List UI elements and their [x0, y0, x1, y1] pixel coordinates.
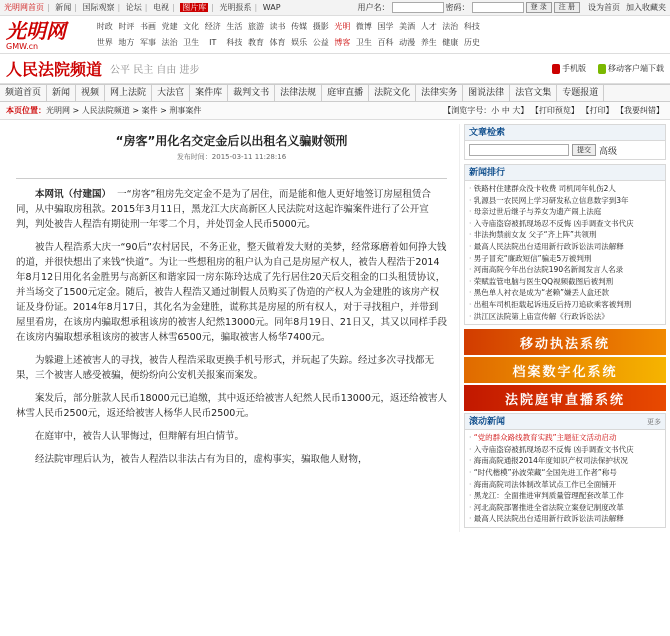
- rolling-news-item[interactable]: · “党的群众路线教育实践”主题征文活动启动: [469, 432, 661, 444]
- menu-item[interactable]: 频道首页: [0, 85, 47, 101]
- article-title: “房客”用化名交定金后以出租名义骗财领刑: [115, 134, 348, 148]
- menu-item[interactable]: 庭审直播: [322, 85, 369, 101]
- banner-archive-digitization[interactable]: 档案数字化系统: [464, 357, 666, 383]
- top-bar: [0, 0, 670, 16]
- site-logo[interactable]: [0, 16, 90, 53]
- nav-item[interactable]: 时评: [118, 22, 135, 31]
- nav-item[interactable]: 教育: [247, 38, 264, 47]
- rolling-news-item[interactable]: · 河北高院部署推进全省法院立案登记制度改革: [469, 502, 661, 514]
- menu-item[interactable]: 专题报道: [557, 85, 604, 101]
- register-button[interactable]: 注 册: [554, 2, 580, 13]
- nav-item[interactable]: 摄影: [312, 22, 329, 31]
- nav-item[interactable]: 卫生: [355, 38, 372, 47]
- nav-item[interactable]: 文化: [183, 22, 200, 31]
- news-rank-item[interactable]: · 河南高院今年出台法院190名新闻发言人名录: [469, 264, 661, 276]
- nav-item[interactable]: 娱乐: [291, 38, 308, 47]
- mobile-link[interactable]: 手机版: [552, 63, 586, 74]
- android-icon: [598, 64, 606, 74]
- nav-item[interactable]: 百科: [377, 38, 394, 47]
- article-paragraph: 为躲避上述被害人的寻找，被告人程浩采取更换手机号形式，并玩起了失踪。经过多次寻找都无果，三个被害人感受被骗，便纷纷向公安机关报案而案发。: [16, 355, 435, 381]
- news-rank-item[interactable]: · 荣赋监管电脑与医生QQ视频截图后被判刑: [469, 276, 661, 288]
- menu-item[interactable]: 网上法院: [105, 85, 152, 101]
- nav-item[interactable]: 光明: [334, 22, 351, 31]
- site-header: [0, 16, 670, 54]
- username-input[interactable]: [392, 2, 444, 13]
- set-home-link[interactable]: 设为首页: [588, 3, 620, 12]
- advanced-search-link[interactable]: 高级: [599, 146, 618, 157]
- rolling-news-title: 滚动新闻: [469, 417, 506, 428]
- nav-item[interactable]: 经济: [204, 22, 221, 31]
- breadcrumb[interactable]: 光明网 > 人民法院频道 > 案件 > 刑事案件: [46, 106, 202, 115]
- article-tools[interactable]: 【浏览字号：小 中 大】 【打印预览】 【打印】 【我要纠错】: [443, 106, 664, 115]
- menu-item[interactable]: 裁判文书: [228, 85, 275, 101]
- article-paragraph: 经法院审理后认为，被告人程浩以非法占有为目的，虚构事实，骗取他人财物，: [35, 454, 368, 465]
- site-nav: [90, 16, 670, 53]
- news-rank-item[interactable]: · 乳源县一农民网上学习研发私立信息数字到3年: [469, 195, 661, 207]
- article-time: 发布时间：2015-03-11 11:28:16: [16, 152, 447, 179]
- top-link-intl[interactable]: 国际观察: [82, 3, 115, 12]
- nav-item[interactable]: 世界: [96, 38, 113, 47]
- top-link-papers[interactable]: 光明报系: [219, 3, 252, 12]
- logo-sub: GMW.cn: [6, 42, 39, 51]
- banner-mobile-enforcement[interactable]: 移动执法系统: [464, 329, 666, 355]
- nav-item[interactable]: 健康: [442, 38, 459, 47]
- nav-item[interactable]: 国学: [377, 22, 394, 31]
- main-content: [0, 120, 670, 532]
- rolling-more-link[interactable]: 更多: [647, 418, 661, 427]
- news-rank-item[interactable]: · 铁路村住建群众没卡收费 司机同年轧伤2人: [469, 183, 661, 195]
- channel-bar: [0, 54, 670, 84]
- nav-item[interactable]: 养生: [420, 38, 437, 47]
- top-links: 光明网首页 | 新闻 | 国际观察 | 论坛 | 电视 | 图片库 | 光明报系 | WAP: [4, 3, 281, 12]
- banner-court-broadcast[interactable]: 法院庭审直播系统: [464, 385, 666, 411]
- nav-item[interactable]: 军事: [139, 38, 156, 47]
- nav-row-2: [94, 35, 670, 51]
- sidebar: [460, 124, 666, 532]
- menu-item[interactable]: 大法官: [152, 85, 190, 101]
- login-button[interactable]: 登 录: [526, 2, 552, 13]
- phone-icon: [552, 64, 560, 74]
- nav-item[interactable]: 动漫: [399, 38, 416, 47]
- channel-title[interactable]: 人民法院频道: [6, 60, 103, 79]
- rolling-news-item[interactable]: · “时代楷模”孙波荣藏“全国先进工作者”称号: [469, 467, 661, 479]
- nav-item[interactable]: 微博: [355, 22, 372, 31]
- location-bar: [0, 102, 670, 120]
- menu-item[interactable]: 法律法规: [275, 85, 322, 101]
- top-link-news[interactable]: 新闻: [55, 3, 72, 12]
- search-submit-button[interactable]: 提交: [572, 144, 596, 156]
- menu-item[interactable]: 图说法律: [463, 85, 510, 101]
- login-area: [358, 2, 666, 13]
- nav-item[interactable]: 博客: [334, 38, 351, 47]
- rolling-news-item[interactable]: · 黑龙江：全面推进审判质量管理配套改革工作: [469, 490, 661, 502]
- nav-item[interactable]: 党建: [161, 22, 178, 31]
- nav-item[interactable]: 体育: [269, 38, 286, 47]
- news-rank-item[interactable]: · 最高人民法院出台适用新行政诉讼法司法解释: [469, 241, 661, 253]
- password-label: 密码：: [445, 3, 470, 12]
- nav-item[interactable]: 人才: [420, 22, 437, 31]
- nav-item[interactable]: 读书: [269, 22, 286, 31]
- rolling-news-item[interactable]: · 最高人民法院出台适用新行政诉讼法司法解释: [469, 513, 661, 525]
- news-rank-item[interactable]: · 黑色单人衬衣是成为“老赖”嫌丢人盒还款: [469, 287, 661, 299]
- news-rank-list: [465, 181, 665, 324]
- nav-item[interactable]: 科技: [463, 22, 480, 31]
- news-rank-box: [464, 164, 666, 325]
- password-input[interactable]: [472, 2, 524, 13]
- top-link-wap[interactable]: WAP: [262, 3, 281, 12]
- top-link-photo[interactable]: 图片库: [182, 3, 207, 12]
- nav-item[interactable]: 时政: [96, 22, 113, 31]
- article: [4, 124, 460, 532]
- nav-item[interactable]: 美酒: [399, 22, 416, 31]
- menu-item[interactable]: 视频: [76, 85, 105, 101]
- article-paragraph: 案发后，部分脏款人民币18000元已追缴，其中返还给被害人纪然人民币13000元，返还给被害人林雪人民币2500元，返还给被害人杨华人民币2500元。: [16, 393, 447, 419]
- menu-item[interactable]: 法院文化: [369, 85, 416, 101]
- rolling-news-list: [465, 430, 665, 527]
- news-rank-item[interactable]: · 男子冒充“廉政短信”骗走5万被判刑: [469, 253, 661, 265]
- username-label: 用户名：: [357, 3, 390, 12]
- nav-item[interactable]: 卫生: [183, 38, 200, 47]
- nav-item[interactable]: 书画: [139, 22, 156, 31]
- rolling-news-item[interactable]: · 入寺庙盗窃被抓现场忍不反悔 凶手调查文书代庆: [469, 444, 661, 456]
- menu-item[interactable]: 法官文集: [510, 85, 557, 101]
- nav-item[interactable]: 法治: [161, 38, 178, 47]
- nav-item[interactable]: IT: [209, 38, 217, 47]
- nav-item[interactable]: 传媒: [291, 22, 308, 31]
- rolling-news-box: [464, 413, 666, 528]
- news-rank-item[interactable]: · 入寺庙盗窃被抓现场忍不反悔 凶手调查文书代庆: [469, 218, 661, 230]
- nav-row-1: [94, 19, 670, 35]
- news-rank-title: 新闻排行: [465, 165, 665, 181]
- channel-slogan: 公平 民主 自由 进步: [110, 65, 200, 76]
- logo-main: 光明网: [6, 19, 66, 43]
- news-rank-item[interactable]: · 出租车司机拒载起诉违反后持刀追砍乘客被判刑: [469, 299, 661, 311]
- add-fav-link[interactable]: 加入收藏夹: [626, 3, 666, 12]
- menu-item[interactable]: 案件库: [190, 85, 228, 101]
- news-rank-item[interactable]: · 非法拘禁前女友 父子“齐上阵”共领刑: [469, 229, 661, 241]
- nav-item[interactable]: 历史: [463, 38, 480, 47]
- rolling-news-item[interactable]: · 海南高院通报2014年度知识产权司法保护状况: [469, 455, 661, 467]
- top-link-forum[interactable]: 论坛: [125, 3, 142, 12]
- location-label: 本页位置：: [6, 106, 46, 115]
- lead-author: 本网讯（付建国）: [35, 189, 112, 200]
- menu-item[interactable]: 法律实务: [416, 85, 463, 101]
- news-rank-item[interactable]: · 洪江区法院第上庙宣传解《行政诉讼法》: [469, 311, 661, 323]
- top-link-home[interactable]: 光明网首页: [4, 3, 44, 12]
- news-rank-item[interactable]: · 母亲过世后继子与养女为遗产闹上法庭: [469, 206, 661, 218]
- nav-item[interactable]: 生活: [226, 22, 243, 31]
- top-link-tv[interactable]: 电视: [153, 3, 169, 12]
- nav-item[interactable]: 地方: [118, 38, 135, 47]
- rolling-news-item[interactable]: · 海南高院司法体制改革试点工作已全面铺开: [469, 479, 661, 491]
- article-paragraph: 在庭审中，被告人认罪悔过，但辩解有坦白情节。: [35, 431, 245, 442]
- nav-item[interactable]: 法治: [442, 22, 459, 31]
- search-title: 文章检索: [465, 125, 665, 141]
- android-link[interactable]: 移动客户端下载: [598, 63, 664, 74]
- menu-item[interactable]: 新闻: [47, 85, 76, 101]
- article-paragraph: 被告人程浩系大庆一“90后”农村居民，不务正业，整天做着发大财的美梦，经常琢磨着如何挣大钱的道，并很快想出了来钱“快道”。为让一些想租房的租户认为自己是房屋产权人，被告人程浩于2014年8月12日用化名金胜男与高新区和谐家园一房东陈玲达成了先行居住20天后交租金的口头租赁协议，并当场交了1500元定金。随后，被告人程浩又通过制假人员购买了伪造的产权人为金建胜的该房产权证及身份证。2014年8月17日，其化名为金建胜，谎称其是房屋的所有权人，对于寻找租户，并带到屋里看房，在该房内骗取想承租该房的被害人纪然13000元。同年8月19日、21日又，其又以同样手段在该房内骗取想承租该房的被害人林雪6500元，骗取被害人杨华7400元。: [16, 242, 447, 343]
- nav-item[interactable]: 旅游: [247, 22, 264, 31]
- search-box: [464, 124, 666, 160]
- article-paragraph: 本网讯（付建国） 一“房客”租房先交定金不是为了居住，而是能和他人更好地签订房屋租赁合同，从中骗取房租款。2015年3月11日，黑龙江大庆高新区人民法院对这起诈骗案件进行了公开宣判，判处被告人程浩有期徒刑一年零二个月，并处罚金人民币5000元。: [16, 189, 431, 230]
- nav-item[interactable]: 科技: [226, 38, 243, 47]
- channel-menu: [0, 84, 670, 102]
- article-search-input[interactable]: [469, 144, 569, 156]
- nav-item[interactable]: 公益: [312, 38, 329, 47]
